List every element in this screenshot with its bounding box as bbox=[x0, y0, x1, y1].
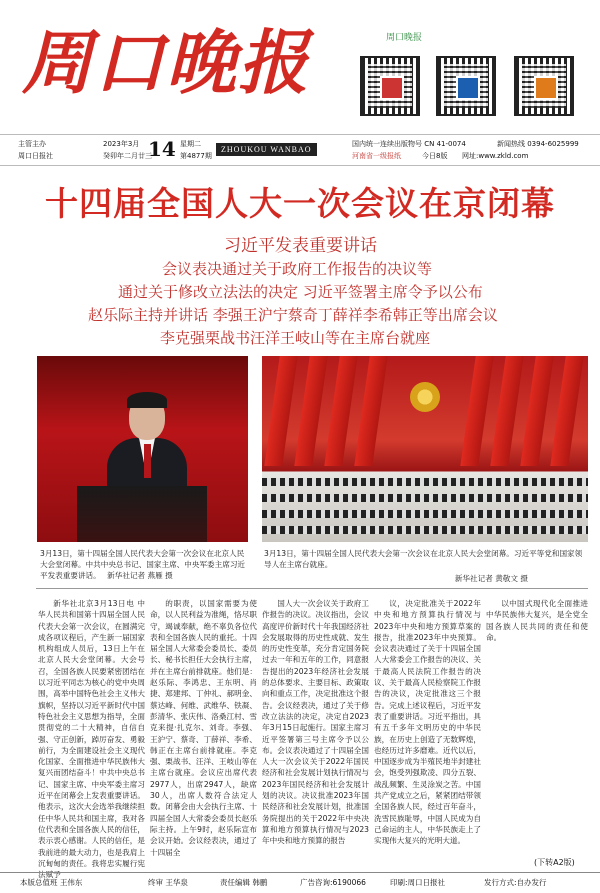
subheadline: 赵乐际主持并讲话 李强王沪宁蔡奇丁薛祥李希韩正等出席会议 bbox=[88, 306, 498, 324]
speaker-photo[interactable] bbox=[37, 356, 248, 542]
newspaper-logo[interactable]: 周口晚报 bbox=[22, 21, 310, 104]
podium bbox=[77, 486, 207, 542]
subheadline: 通过关于修改立法法的决定 习近平签署主席令予以公布 bbox=[118, 283, 483, 301]
main-headline: 十四届全国人大一次会议在京闭幕 bbox=[45, 184, 555, 223]
article-column bbox=[150, 598, 257, 856]
photo-caption-right bbox=[264, 548, 588, 584]
subheadline: 李克强栗战书汪洋王岐山等在主席台就座 bbox=[160, 329, 431, 347]
distribution: 发行方式:自办发行 bbox=[484, 878, 547, 887]
lunar-date: 癸卯年二月廿三 bbox=[103, 152, 152, 160]
sponsor-label: 主管主办 bbox=[18, 140, 46, 148]
qr-code-icon[interactable] bbox=[436, 56, 496, 116]
caption-text: 3月13日，第十四届全国人民代表大会第一次会议在北京人民大会堂闭幕。习近平等党和国家领导人在主席台就座。 bbox=[264, 549, 583, 569]
cn-code: 国内统一连续出版物号 CN 41-0074 bbox=[352, 140, 466, 148]
article-text: 议，决定批准关于2022年中央和地方预算执行情况与2023年中央和地方预算草案的报告，批准2023年中央预算。会议表决通过了关于十四届全国人大常委会工作报告的决议、关于最高人民法院工作报告的决议、关于最高人民检察院工作报告的决议，决定批准这三个报告。完成上述议程后，习近平发表了重要讲话。习近平指出，具有五千多年文明历史的中华民族，在历史上创造了无数辉煌，也经历过许多磨难。近代以后，中国逐步成为半殖民地半封建社会，饱受列强欺凌、四分五裂、战乱频繁、生灵涂炭之苦。中国共产党成立之后，紧紧团结带领全国各族人民，经过百年奋斗，洗雪民族耻辱，中国人民成为自己命运的主人，中华民族走上了实现伟大复兴的光明大道。 bbox=[374, 599, 481, 846]
article-column bbox=[374, 598, 481, 856]
issue-date: 2023年3月 bbox=[103, 140, 140, 148]
corner-logo: 周口晚报 bbox=[386, 33, 423, 43]
weekday: 星期二 bbox=[180, 140, 201, 148]
article-text: 以中国式现代化全面推进中华民族伟大复兴，是全党全国各族人民共同的责任和使命。 bbox=[486, 599, 588, 642]
qr-code-icon[interactable] bbox=[514, 56, 574, 116]
sponsor-name: 周口日报社 bbox=[18, 152, 53, 160]
footer-bar bbox=[0, 872, 600, 891]
article-column bbox=[262, 598, 369, 856]
subheadline: 会议表决通过关于政府工作报告的决议等 bbox=[162, 260, 433, 278]
page-count: 今日8版 bbox=[422, 152, 448, 160]
subheadline: 习近平发表重要讲话 bbox=[224, 236, 377, 256]
paper-rank: 河南省一级报纸 bbox=[352, 152, 401, 160]
qr-code-icon[interactable] bbox=[360, 56, 420, 116]
photo-credit: 新华社记者 黄敬文 摄 bbox=[454, 574, 528, 583]
article-text: 的职责，以国家需要为使命，以人民利益为准绳，恪尽职守，竭诚奉献，绝不辜负各位代表和全国各族人民的重托。十四届全国人大常委会委员长、委员长、秘书长担任大会执行主席，并在主席台前排就座。他们是：赵乐际、李鸿忠、王东明、肖捷、郑建邦、丁仲礼、郝明金、蔡达峰、何维、武维华、铁凝、彭清华、张庆伟、洛桑江村、雪克来提·扎克尔、刘奇。李强、王沪宁、蔡奇、丁薛祥、李希、韩正在主席台前排就座。李克强、栗战书、汪洋、王岐山等在主席台就座。会议应出席代表2977人，出席2947人，缺席30人，出席人数符合法定人数。闭幕会由大会执行主席、十四届全国人大常委会委员长赵乐际主持。上午9时，赵乐际宣布会议开始。会议经表决，通过了十四届全 bbox=[150, 599, 257, 857]
article-text: 国人大一次会议关于政府工作报告的决议。决议指出，会议高度评价新时代十年我国经济社会发展取得的历史性成就、发生的历史性变革，充分肯定国务院过去一年和五年的工作，同意报告提出的2023年经济社会发展的总体要求、主要目标、政策取向和重点工作，决定批准这个报告。会议经表决，通过了关于修改立法法的决定，决定自2023年3月15日起施行。国家主席习近平签署第三号主席令予以公布。会议表决通过了十四届全国人大一次会议关于2022年国民经济和社会发展计划执行情况与2023年国民经济和社会发展计划的决议。决议批准2023年国民经济和社会发展计划，批准国务院提出的关于2022年中央决算和地方预算执行情况与2023年中央和地方预算的报告 bbox=[262, 599, 369, 846]
issue-number: 第4877期 bbox=[180, 152, 212, 160]
masthead bbox=[0, 0, 600, 132]
photo-credit: 新华社记者 燕雁 摄 bbox=[107, 571, 173, 580]
section-divider bbox=[36, 588, 588, 589]
article-text: 新华社北京3月13日电 中华人民共和国第十四届全国人民代表大会第一次会议，在圆满完成各项议程后，产生新一届国家机构组成人员后，13日上午在北京人民大会堂闭幕。大会号召，全国各族人民要紧密团结在以习近平同志为核心的党中央周围，高举中国特色社会主义伟大旗帜，坚持以习近平新时代中国特色社会主义思想为指导，全面贯彻党的二十大精神，自信自强、守正创新，踔厉奋发、勇毅前行，为全面建设社会主义现代化国家、全面推进中华民族伟大复兴而团结奋斗！中共中央总书记、国家主席、中央军委主席习近平在闭幕会上发表重要讲话。他表示，这次大会选举我继续担任中华人民共和国主席，我对各位代表和全国各族人民的信任，表示衷心感谢。人民的信任，是我前进的最大动力，也是我肩上沉甸甸的责任。我将忠实履行宪法赋予 bbox=[38, 599, 145, 880]
caption-text: 3月13日，第十四届全国人民代表大会第一次会议在北京人民大会堂闭幕。中共中央总书记、国家主席、中央军委主席习近平发表重要讲话。 bbox=[40, 549, 246, 580]
photo-caption-left bbox=[40, 548, 248, 581]
ad-hotline: 广告咨询:6190066 bbox=[300, 878, 366, 887]
issue-info-row bbox=[0, 134, 600, 166]
national-emblem-icon bbox=[410, 382, 440, 412]
issue-day: 14 bbox=[148, 137, 176, 161]
final-reviewer: 终审 王华泉 bbox=[148, 878, 188, 887]
continued-note[interactable]: (下转A2版) bbox=[534, 858, 575, 867]
news-hotline: 新闻热线 0394-6025999 bbox=[497, 140, 579, 148]
article-column bbox=[486, 598, 588, 844]
hall-photo[interactable] bbox=[262, 356, 588, 542]
printer: 印刷:周口日报社 bbox=[390, 878, 446, 887]
article-column bbox=[38, 598, 145, 880]
website-link[interactable]: 网址:www.zkld.com bbox=[462, 152, 529, 160]
duty-editor: 责任编辑 韩鹏 bbox=[220, 878, 268, 887]
english-name: ZHOUKOU WANBAO bbox=[216, 143, 317, 156]
duty-chief: 本版总值班 王伟东 bbox=[20, 878, 83, 887]
